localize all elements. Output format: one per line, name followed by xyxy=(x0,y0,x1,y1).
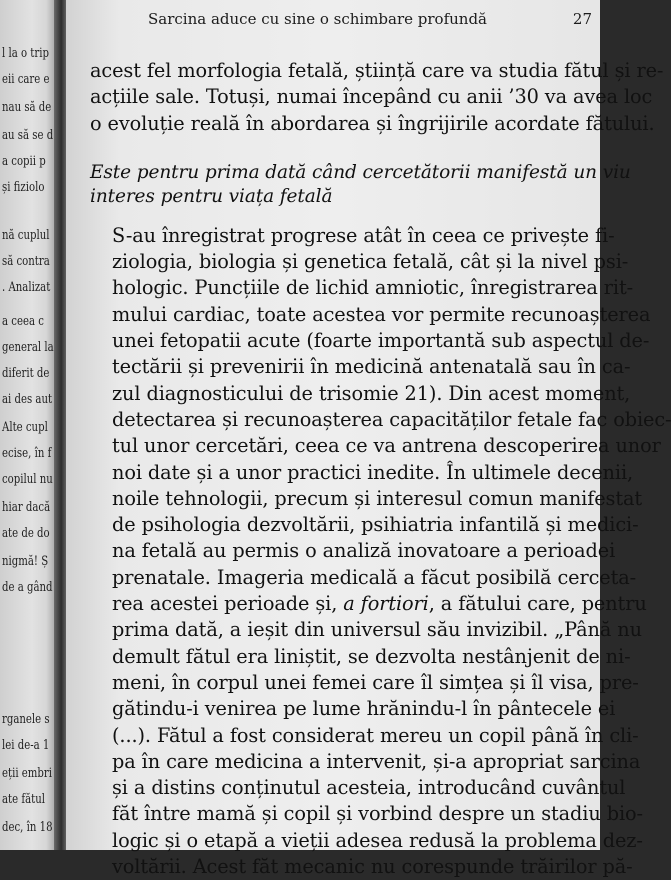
page-body xyxy=(90,58,671,880)
text-line: demult fătul era liniștit, se dezvolta nestânjenit de ni- xyxy=(112,644,631,668)
left-page-fragment: dec, în 18 xyxy=(2,820,53,835)
left-page-fragment: ate de do xyxy=(2,526,50,541)
left-page-fragment: copilul nu xyxy=(2,472,53,487)
page-number: 27 xyxy=(572,10,592,28)
left-page-edge xyxy=(0,0,58,850)
text-line: acest fel morfologia fetală, știință care va studia fătul și re- xyxy=(90,59,664,82)
text-line: prenatale. Imageria medicală a făcut posibilă cerceta- xyxy=(112,565,637,589)
running-header-title: Sarcina aduce cu sine o schimbare profundă xyxy=(148,10,488,28)
text-line: pa în care medicina a intervenit, și-a apropriat sarcina xyxy=(112,749,641,773)
text-line: (...). Fătul a fost considerat mereu un copil până în cli- xyxy=(112,723,639,747)
left-page-fragment: nau să de xyxy=(2,100,52,115)
text-line: ziologia, biologia și genetica fetală, cât și la nivel psi- xyxy=(112,250,629,274)
left-page-fragment: diferit de xyxy=(2,366,50,381)
text-line: logic și o etapă a vieții adesea redusă la problema dez- xyxy=(112,828,643,852)
italic-phrase: a fortiori xyxy=(343,592,429,616)
left-page-fragment: hiar dacă xyxy=(2,500,51,515)
text-line: meni, în corpul unei femei care îl simțea și îl visa, pre- xyxy=(112,670,639,694)
left-page-fragment: general la xyxy=(2,340,54,355)
left-page-fragment: . Analizat xyxy=(2,280,51,295)
text-line: hologic. Puncțiile de lichid amniotic, înregistrarea rit- xyxy=(112,276,634,300)
text-line: unei fetopatii acute (foarte importantă sub aspectul de- xyxy=(112,329,650,353)
paragraph-main xyxy=(90,223,671,880)
left-page-fragment: Alte cupl xyxy=(2,420,48,435)
text-line: gătindu-i venirea pe lume hrănindu-l în pântecele ei xyxy=(112,697,616,721)
left-page-fragment: ecise, în f xyxy=(2,446,52,461)
heading-line: Este pentru prima dată când cercetătorii manifestă un viu xyxy=(90,161,631,183)
text-line: noi date și a unor practici inedite. În ultimele decenii, xyxy=(112,460,634,484)
text-line: mului cardiac, toate acestea vor permite recunoașterea xyxy=(112,302,651,326)
left-page-fragment: ai des aut xyxy=(2,392,53,407)
left-page-fragment: a ceea c xyxy=(2,314,44,329)
left-page-fragment: a copii p xyxy=(2,154,46,169)
left-page-fragment: nă cuplul xyxy=(2,228,50,243)
text-line: făt între mamă și copil și vorbind despre un stadiu bio- xyxy=(112,802,643,826)
text-line: de psihologia dezvoltării, psihiatria infantilă și medici- xyxy=(112,513,639,537)
text-line: rea acestei perioade și, a fortiori, a fătului care, pentru xyxy=(112,592,647,616)
left-page-fragment: l la o trip xyxy=(2,46,49,61)
text-line: o evoluție reală în abordarea și îngrijirile acordate fătului. xyxy=(90,111,655,135)
text-line: și a distins conținutul acesteia, introducând cuvântul xyxy=(112,776,626,800)
left-page-fragment: nigmă! Ș xyxy=(2,554,49,569)
text-line: na fetală au permis o analiză inovatoare a perioadei xyxy=(112,539,616,563)
section-heading xyxy=(90,161,631,209)
left-page-fragment: să contra xyxy=(2,254,50,269)
text-line: noile tehnologii, precum și interesul comun manifestat xyxy=(112,486,643,510)
left-page-fragment: de a gând xyxy=(2,580,53,595)
text-line: tectării și prevenirii în medicină antenatală sau în ca- xyxy=(112,355,631,379)
text-line: S-au înregistrat progrese atât în ceea ce privește fi- xyxy=(112,223,615,247)
left-page-fragment: și fiziolo xyxy=(2,180,45,195)
text-line: voltării. Acest făt mecanic nu corespunde trăirilor pă- xyxy=(112,855,633,879)
text-line: prima dată, a ieșit din universul său invizibil. „Până nu xyxy=(112,618,642,642)
text-line: acțiile sale. Totuși, numai începând cu anii ’30 va avea loc xyxy=(90,85,653,109)
left-page-fragment: lei de-a 1 xyxy=(2,738,50,753)
text-line: zul diagnosticului de trisomie 21). Din acest moment, xyxy=(112,381,631,405)
heading-line: interes pentru viața fetală xyxy=(90,185,333,207)
paragraph-intro xyxy=(90,58,664,137)
left-page-fragment: au să se d xyxy=(2,128,54,143)
left-page-fragment: eii care e xyxy=(2,72,50,87)
left-page-fragment: ate fătul xyxy=(2,792,45,807)
left-page-fragment: rganele s xyxy=(2,712,50,727)
text-line: tul unor cercetări, ceea ce va antrena descoperirea unor xyxy=(112,434,661,458)
right-page xyxy=(66,0,671,879)
left-page-fragment: eții embri xyxy=(2,766,52,781)
text-line: detectarea și recunoașterea capacităților fetale fac obiec- xyxy=(112,407,671,431)
